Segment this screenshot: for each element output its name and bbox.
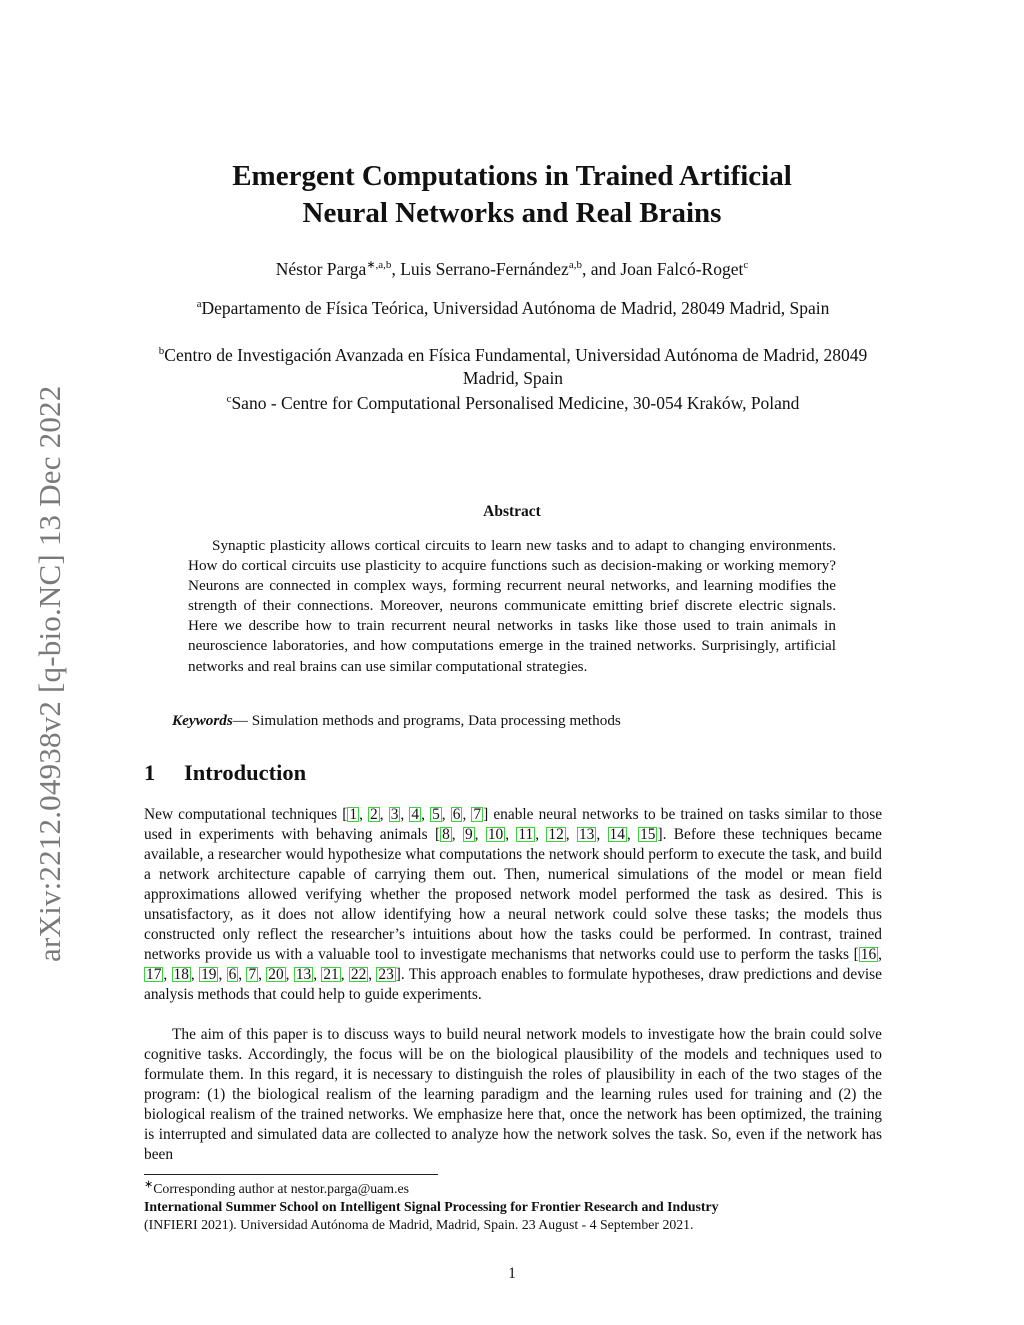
author-name: Néstor Parga: [275, 259, 367, 279]
citation-link[interactable]: 7: [473, 806, 482, 823]
author-affiliation-marks: c: [743, 259, 749, 272]
author-name: Luis Serrano-Fernández: [400, 259, 569, 279]
arxiv-identifier-stamp: arXiv:2212.04938v2 [q-bio.NC] 13 Dec 2022: [32, 385, 67, 962]
author-separator: ,: [391, 259, 401, 279]
citation-link[interactable]: 19: [201, 966, 217, 983]
conference-name: International Summer School on Intelligent Signal Processing for Frontier Research and Industry: [144, 1199, 719, 1214]
conference-details: (INFIERI 2021). Universidad Autónoma de Madrid, Madrid, Spain. 23 August - 4 September 2021.: [144, 1217, 694, 1232]
paragraph-text: ] enable neural networks to be trained on tasks similar to those used in experiments with behaving animals [: [144, 806, 883, 843]
abstract-heading: Abstract: [483, 503, 541, 520]
author-affiliation-marks: a,b: [568, 259, 582, 272]
paragraph-text: ]. This approach enables to formulate hypotheses, draw predictions and devise analysis methods that could help to guide experiments.: [144, 966, 882, 1003]
citation-link[interactable]: 23: [378, 966, 394, 983]
footnote-mark: ∗: [144, 1178, 154, 1191]
affiliation-text: Sano - Centre for Computational Personalised Medicine, 30-054 Kraków, Poland: [231, 393, 800, 413]
body-paragraph: The aim of this paper is to discuss ways to build neural network models to investigate how the brain could solve cognitive tasks. Accordingly, the focus will be on the biological plausibility of the models and techniques used to formulate them. In this regard, it is necessary to distinguish the roles of plausibility in each of the two stages of the program: (1) the biological realism of the learning paradigm and the learning rules used for training and (2) the biological realism of the trained networks. We emphasize here that, once the network has been optimized, the training is interrupted and simulated data are collected to analyze how the network solves the task. So, even if the network has been: [144, 1026, 882, 1163]
affiliation-text: Centro de Investigación Avanzada en Física Fundamental, Universidad Autónoma de Madrid, 28049 Madrid, Spain: [164, 345, 868, 388]
citation-link[interactable]: 22: [350, 966, 367, 983]
paper-title: [150, 158, 874, 232]
author-separator: , and: [581, 259, 621, 279]
affiliation: [144, 344, 882, 390]
corresponding-author-note: [144, 1180, 882, 1198]
citation-link[interactable]: 20: [268, 966, 284, 983]
citation-link[interactable]: 3: [390, 806, 399, 823]
author-name: Joan Falcó-Roget: [620, 259, 744, 279]
citation-link[interactable]: 13: [578, 826, 595, 843]
citation-group: 16 , 17 , 18 , 19 , 6 , 7 , 20 , 13 , 21 , 22 , 23: [146, 946, 882, 983]
citation-link[interactable]: 10: [487, 826, 504, 843]
section-number: 1: [144, 760, 156, 785]
citation-group: 1 , 2 , 3 , 4 , 5 , 6 , 7: [349, 806, 482, 823]
citation-link[interactable]: 4: [411, 806, 420, 823]
affiliation-mark: b: [158, 345, 165, 358]
keywords: [172, 711, 852, 731]
citation-link[interactable]: 14: [609, 826, 625, 843]
citation-link[interactable]: 11: [518, 826, 534, 843]
footnote-rule: [144, 1174, 438, 1175]
affiliation-text: Departamento de Física Teórica, Universidad Autónoma de Madrid, 28049 Madrid, Spain: [201, 298, 830, 318]
author-affiliation-marks: ∗,a,b: [366, 259, 392, 272]
page-number: 1: [508, 1265, 516, 1282]
body-paragraph: [144, 805, 882, 1005]
citation-link[interactable]: 16: [860, 946, 877, 963]
citation-link[interactable]: 18: [173, 966, 189, 983]
citation-link[interactable]: 9: [464, 826, 473, 843]
footnote: [144, 1180, 882, 1234]
citation-link[interactable]: 12: [548, 826, 564, 843]
citation-link[interactable]: 6: [452, 806, 461, 823]
affiliation-mark: c: [226, 393, 232, 406]
citation-link[interactable]: 21: [323, 966, 339, 983]
citation-link[interactable]: 1: [349, 806, 358, 823]
citation-group: 8 , 9 , 10 , 11 , 12 , 13 , 14 , 15: [442, 826, 656, 843]
citation-link[interactable]: 6: [228, 966, 237, 983]
citation-link[interactable]: 8: [442, 826, 450, 843]
paragraph-text: ]. Before these techniques became available, a researcher would hypothesize what computations the network should perform to execute the task, and build a network architecture capable of carrying them out. Then, numerical simulations of the model or mean field approximations allowed verifying whether the proposed network model performed the task as desired. This is unsatisfactory, as it does not allow identifying how a neural network could solve these tasks; the models thus constructed only reflect the researcher’s intuitions about how the tasks could be performed. In contrast, trained networks provide us with a valuable tool to investigate mechanisms that networks could use to perform the tasks [: [144, 826, 883, 963]
affiliation: [144, 392, 882, 415]
keywords-label: Keywords: [172, 712, 233, 729]
paper-title-line-2: Neural Networks and Real Brains: [302, 197, 722, 229]
citation-link[interactable]: 17: [146, 966, 162, 983]
keywords-text: — Simulation methods and programs, Data processing methods: [232, 712, 621, 729]
abstract-body: Synaptic plasticity allows cortical circuits to learn new tasks and to adapt to changing environments. How do cortical circuits use plasticity to acquire functions such as decision-making or working memory? Neurons are connected in complex ways, forming recurrent neural networks, and learning modifies the strength of their connections. Moreover, neurons communicate emitting brief discrete electric signals. Here we describe how to train recurrent neural networks in tasks like those used to train animals in neuroscience laboratories, and how computations emerge in the trained networks. Surprisingly, artificial networks and real brains can use similar computational strategies.: [188, 537, 836, 675]
author-list: [150, 258, 874, 280]
corresponding-author-text: Corresponding author at nestor.parga@uam.es: [153, 1181, 409, 1196]
paragraph-text: New computational techniques [: [144, 806, 348, 823]
section-heading: [144, 760, 306, 786]
citation-link[interactable]: 15: [640, 826, 656, 843]
affiliation: [144, 297, 882, 320]
paper-title-line-1: Emergent Computations in Trained Artificial: [232, 160, 792, 192]
affiliation-mark: a: [196, 298, 202, 311]
citation-link[interactable]: 5: [432, 806, 440, 823]
section-title: Introduction: [184, 760, 307, 785]
citation-link[interactable]: 7: [248, 966, 257, 983]
citation-link[interactable]: 2: [370, 806, 378, 823]
citation-link[interactable]: 13: [295, 966, 312, 983]
